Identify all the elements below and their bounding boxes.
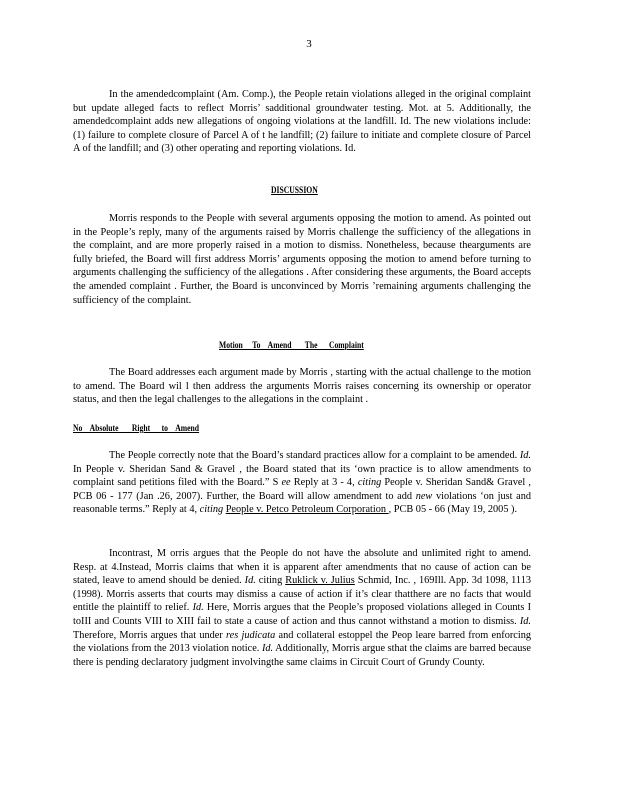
citation-citing: citing	[357, 477, 382, 489]
citation-id: Id.	[519, 450, 531, 461]
paragraph-text: Morris responds to the People with several arguments opposing the motion to amend. As pointed out in the People’s reply, many of the arguments raised by Morris challenge the sufficiency of the allegations in the complaint, and are more properly raised in a motion to dismiss. Nonetheless, because thearguments are fully briefed, the Board will first address Morris’ arguments opposing the motion to amend before turning to arguments challenging the sufficiency of the allegations . After considering these arguments, the Board accepts the amended complaint . Further, the Board is unconvinced by Morris ’remaining arguments challenging the sufficiency of the complaint.	[73, 213, 531, 306]
paragraph-board-addresses	[73, 366, 531, 407]
paragraph-text: The Board addresses each argument made by Morris , starting with the actual challenge to the motion to amend. The Board wil l then address the arguments Morris raises concerning its ownership or operator status, and then the legal challenges to the allegations in the complaint .	[73, 367, 531, 406]
text-run: People v. Sheridan Sand& Gravel , PCB 06 - 177 (Jan .26, 2007). Further, the Board will allow amendment to add	[73, 477, 532, 502]
heading-discussion: DISCUSSION	[271, 185, 318, 195]
text-run: and collateral estoppel the Peop leare barred from enforcing the violations from the 2013 violation notice.	[73, 629, 531, 655]
case-citation-ruklick: Ruklick v. Julius	[285, 575, 355, 587]
page-number: 3	[306, 38, 312, 50]
citation-citing: citing	[199, 504, 224, 516]
citation-id: Id.	[261, 643, 274, 655]
text-run: citing	[255, 575, 286, 587]
text-run: Reply at 3 - 4,	[290, 477, 358, 489]
text-run: The People correctly note that the Board’s standard practices allow for a complaint to be amended.	[109, 450, 520, 461]
heading-motion-to-amend: Motion To Amend The Complaint	[219, 340, 364, 350]
paragraph-text: In the amendedcomplaint (Am. Comp.), the People retain violations alleged in the original complaint but update alleged facts to reflect Morris’ sadditional groundwater testing. Mot. at 5. Additionally, the amendedcomplaint adds new allegations of ongoing violations at the landfill. Id. The new violations include: (1) failure to complete closure of Parcel A of t he landfill; (2) failure to initiate and complete closure of Parcel A of the landfill; and (3) other operating and reporting violations. Id.	[73, 89, 531, 155]
paragraph-in-contrast	[73, 547, 531, 669]
text-run: Therefore, Morris argues that under	[73, 629, 227, 641]
text-run: , PCB 05 - 66 (May 19, 2005 ).	[388, 504, 518, 516]
paragraph-morris-responds	[73, 212, 531, 307]
text-run: violations ‘on just and reasonable terms.” Reply at 4,	[73, 490, 532, 516]
case-citation-petco: People v. Petco Petroleum Corporation	[225, 504, 389, 516]
text-run: In People v. Sheridan Sand & Gravel , the Board stated that its ‘own practice is to allow amendments to complaint sand petitions filed with the Board.” S	[73, 463, 531, 489]
citation-id: Id.	[519, 615, 531, 627]
text-run: Here, Morris argues that the People’s proposed violations alleged in Counts I toIII and Counts VIII to XIII fail to state a cause of action and thus cannot withstand a motion to dismiss.	[73, 602, 532, 627]
citation-id: Id.	[244, 575, 256, 587]
heading-no-absolute-right: No Absolute Right to Amend	[73, 423, 200, 433]
emphasis-new: new	[415, 490, 433, 502]
text-run: Additionally, Morris argue sthat the claims are barred because there is pending declaratory judgment involvingthe same claims in Circuit Court of Grundy County.	[73, 643, 531, 668]
paragraph-people-correctly-note	[73, 449, 531, 517]
text-run: Incontrast, M orris argues that the People do not have the absolute and unlimited right to amend. Resp. at 4.Instead, Morris claims that when it is apparent after amendments that no cause of action can be stated, leave to amend should be denied.	[73, 548, 531, 587]
emphasis-res-judicata: res judicata	[226, 629, 276, 641]
citation-see: ee	[281, 477, 291, 489]
paragraph-amended-complaint	[73, 88, 531, 156]
text-run: Schmid, Inc. , 169Ill. App. 3d 1098, 1113 (1998). Morris asserts that courts may dismiss a cause of action if it’s clear thatthere are no facts that would entitle the plaintiff to relief.	[73, 575, 531, 614]
citation-id: Id.	[192, 602, 204, 614]
